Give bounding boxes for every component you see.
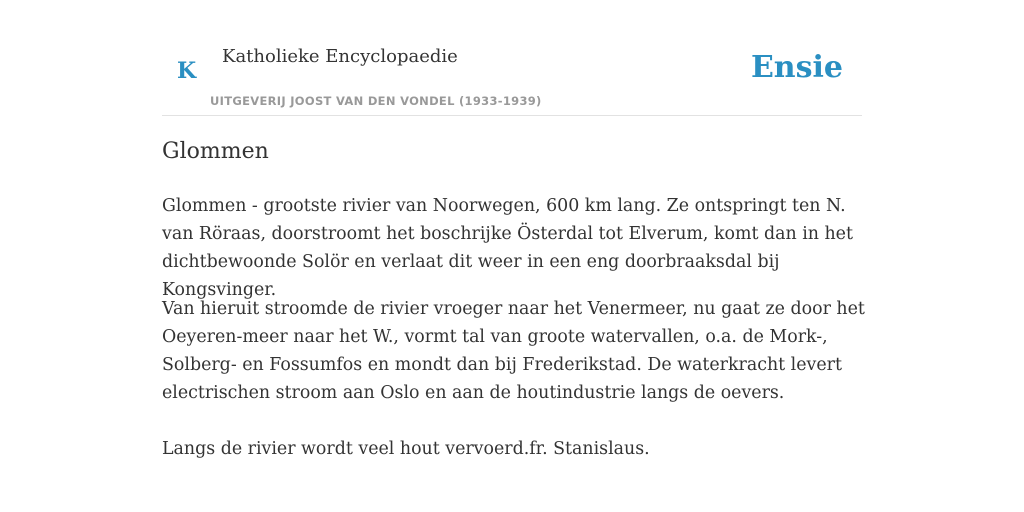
publisher-line: UITGEVERIJ JOOST VAN DEN VONDEL (1933-1939) bbox=[210, 94, 542, 108]
encyclopedia-logo[interactable]: K bbox=[177, 58, 197, 84]
site-header bbox=[162, 40, 862, 116]
article-paragraph: Glommen - grootste rivier van Noorwegen, 600 km lang. Ze ontspringt ten N. van Röraas, doorstroomt het boschrijke Österdal tot Elverum, komt dan in het dichtbewoonde Solör en verlaat dit weer in een eng doorbraaksdal bij Kongsvinger. bbox=[162, 196, 853, 300]
article-paragraph: Langs de rivier wordt veel hout vervoerd.fr. Stanislaus. bbox=[162, 439, 650, 459]
encyclopedia-title[interactable]: Katholieke Encyclopaedie bbox=[222, 46, 458, 67]
article-title: Glommen bbox=[162, 139, 269, 164]
ensie-brand-link[interactable]: Ensie bbox=[750, 50, 843, 85]
article-paragraph: Van hieruit stroomde de rivier vroeger naar het Venermeer, nu gaat ze door het Oeyeren-meer naar het W., vormt tal van groote watervallen, o.a. de Mork-, Solberg- en Fossumfos en mondt dan bij Frederikstad. De waterkracht levert electrischen stroom aan Oslo en aan de houtindustrie langs de oevers. bbox=[162, 299, 865, 403]
